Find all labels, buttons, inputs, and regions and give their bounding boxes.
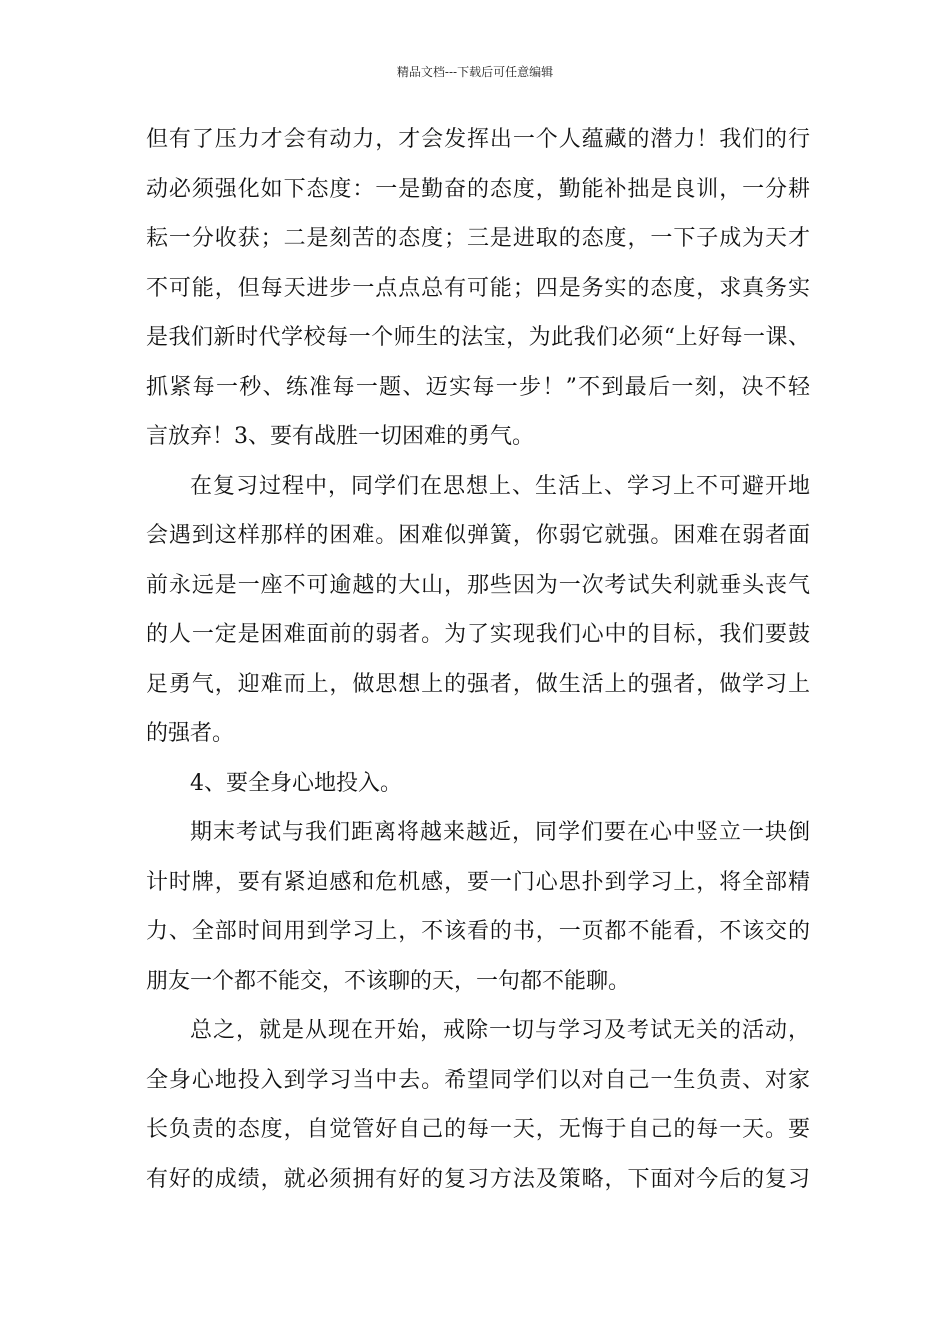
paragraph — [146, 127, 810, 474]
document-body — [146, 127, 810, 1216]
text-line: 4、要全身心地投入。 — [190, 770, 402, 796]
text-line: 会遇到这样那样的困难。困难似弹簧，你弱它就强。困难在弱者面 — [146, 523, 810, 548]
text-line: 是我们新时代学校每一个师生的法宝，为此我们必须“上好每一课、 — [146, 325, 810, 350]
text-line: 动必须强化如下态度：一是勤奋的态度，勤能补拙是良训，一分耕 — [146, 176, 810, 202]
text-line: 长负责的态度，自觉管好自己的每一天，无悔于自己的每一天。要 — [146, 1117, 810, 1142]
text-line: 言放弃！3、要有战胜一切困难的勇气。 — [146, 424, 534, 449]
text-line: 足勇气，迎难而上，做思想上的强者，做生活上的强者，做学习上 — [146, 671, 810, 697]
paragraph — [146, 1018, 810, 1216]
text-line: 前永远是一座不可逾越的大山，那些因为一次考试失利就垂头丧气 — [146, 572, 810, 598]
text-line: 抓紧每一秒、练准每一题、迈实每一步！”不到最后一刻，决不轻 — [146, 374, 810, 400]
text-line: 计时牌，要有紧迫感和危机感，要一门心思扑到学习上，将全部精 — [146, 869, 810, 895]
text-line: 的强者。 — [146, 721, 235, 746]
text-line: 但有了压力才会有动力，才会发挥出一个人蕴藏的潜力！我们的行 — [146, 127, 810, 152]
text-line: 不可能，但每天进步一点点总有可能；四是务实的态度，求真务实 — [146, 275, 810, 301]
text-line: 耘一分收获；二是刻苦的态度；三是进取的态度，一下子成为天才 — [146, 226, 810, 251]
text-line: 朋友一个都不能交，不该聊的天，一句都不能聊。 — [146, 968, 631, 994]
text-line: 有好的成绩，就必须拥有好的复习方法及策略，下面对今后的复习 — [146, 1166, 810, 1192]
paragraph — [146, 474, 810, 771]
paragraph — [146, 820, 810, 1018]
text-line: 期末考试与我们距离将越来越近，同学们要在心中竖立一块倒 — [190, 820, 810, 845]
text-line: 全身心地投入到学习当中去。希望同学们以对自己一生负责、对家 — [146, 1067, 810, 1093]
page-header: 精品文档---下载后可任意编辑 — [396, 65, 554, 79]
text-line: 在复习过程中，同学们在思想上、生活上、学习上不可避开地 — [190, 473, 810, 499]
text-line: 的人一定是困难面前的弱者。为了实现我们心中的目标，我们要鼓 — [146, 622, 810, 647]
text-line: 力、全部时间用到学习上，不该看的书，一页都不能看，不该交的 — [146, 919, 810, 944]
text-line: 总之，就是从现在开始，戒除一切与学习及考试无关的活动， — [190, 1018, 810, 1043]
section-heading — [146, 771, 810, 821]
